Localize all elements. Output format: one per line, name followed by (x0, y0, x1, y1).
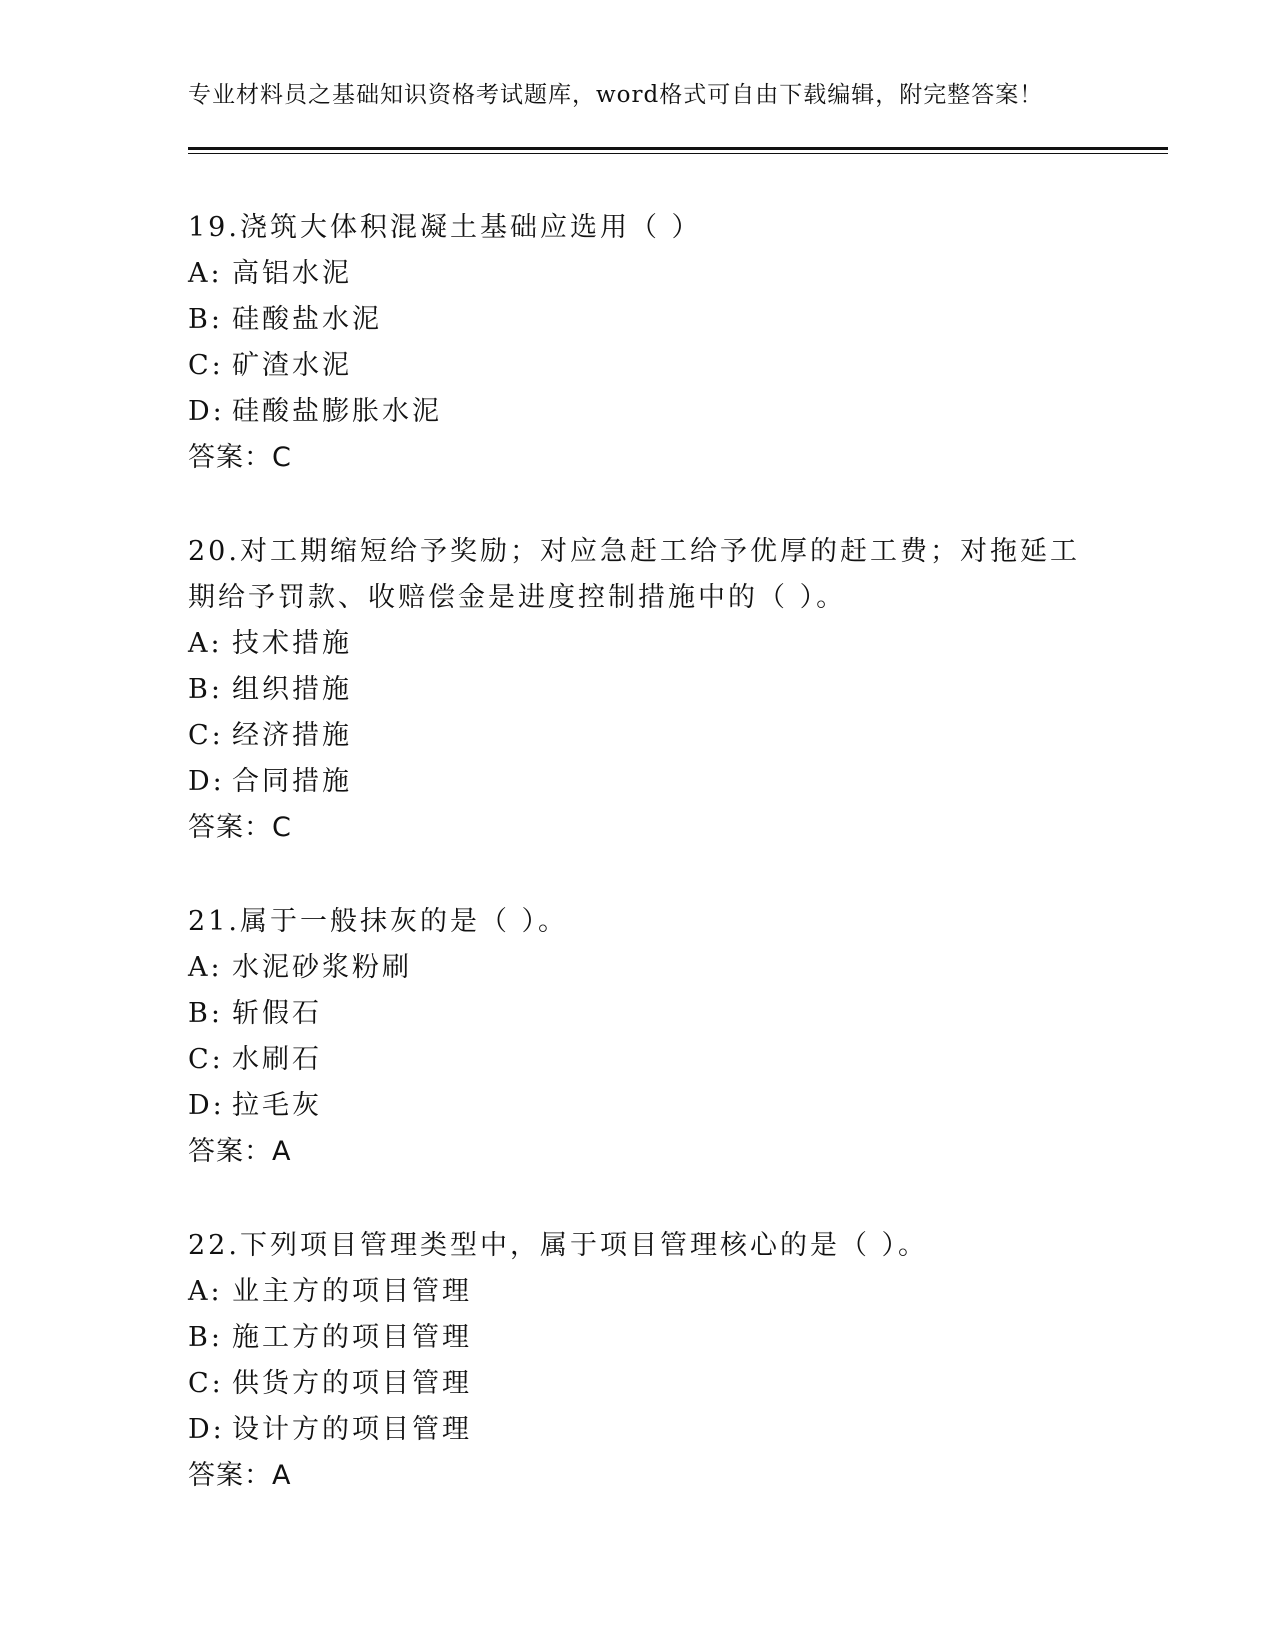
option-text: 高铝水泥 (232, 258, 352, 289)
answer-line (188, 805, 1088, 851)
option-b (188, 297, 1088, 343)
option-label: C: (188, 1368, 224, 1399)
question-19 (188, 205, 1088, 481)
option-label: C: (188, 350, 224, 381)
answer-value: C (272, 812, 292, 843)
option-text: 矿渣水泥 (232, 350, 352, 381)
option-label: A: (188, 628, 223, 659)
option-text: 硅酸盐膨胀水泥 (232, 396, 442, 427)
option-b (188, 1315, 1088, 1361)
answer-value: A (272, 1460, 292, 1491)
option-text: 组织措施 (232, 674, 352, 705)
option-b (188, 991, 1088, 1037)
option-label: D: (188, 1414, 225, 1445)
option-c (188, 343, 1088, 389)
option-label: A: (188, 258, 223, 289)
question-text (188, 205, 1088, 251)
option-b (188, 667, 1088, 713)
option-text: 技术措施 (232, 628, 352, 659)
question-22 (188, 1223, 1088, 1499)
option-text: 供货方的项目管理 (232, 1368, 472, 1399)
option-text: 施工方的项目管理 (232, 1322, 472, 1353)
answer-prefix: 答案： (188, 1136, 272, 1167)
option-text: 水泥砂浆粉刷 (232, 952, 412, 983)
option-a (188, 621, 1088, 667)
option-label: C: (188, 720, 224, 751)
question-stem: 对工期缩短给予奖励；对应急赶工给予优厚的赶工费；对拖延工期给予罚款、收赔偿金是进度控制措施中的（ ）。 (188, 536, 1080, 613)
option-label: B: (188, 998, 223, 1029)
question-text (188, 529, 1088, 621)
page-header: 专业材料员之基础知识资格考试题库，word格式可自由下载编辑，附完整答案！ (188, 82, 1044, 108)
answer-line (188, 435, 1088, 481)
question-list (188, 205, 1088, 1547)
question-text (188, 1223, 1088, 1269)
answer-prefix: 答案： (188, 1460, 272, 1491)
header-rule-thick (188, 147, 1168, 150)
answer-line (188, 1453, 1088, 1499)
option-label: B: (188, 674, 223, 705)
header-rule-thin (188, 153, 1168, 154)
question-stem: 属于一般抹灰的是（ ）。 (239, 906, 569, 937)
answer-line (188, 1129, 1088, 1175)
option-label: D: (188, 1090, 225, 1121)
answer-prefix: 答案： (188, 812, 272, 843)
question-21 (188, 899, 1088, 1175)
option-text: 合同措施 (232, 766, 352, 797)
option-label: D: (188, 396, 225, 427)
option-text: 设计方的项目管理 (232, 1414, 472, 1445)
option-c (188, 1037, 1088, 1083)
option-text: 经济措施 (232, 720, 352, 751)
option-c (188, 713, 1088, 759)
option-text: 业主方的项目管理 (232, 1276, 472, 1307)
option-label: B: (188, 1322, 223, 1353)
question-number: 19. (188, 212, 240, 243)
option-c (188, 1361, 1088, 1407)
question-number: 21. (188, 906, 240, 937)
question-stem: 下列项目管理类型中，属于项目管理核心的是（ ）。 (239, 1230, 929, 1261)
option-a (188, 945, 1088, 991)
option-text: 硅酸盐水泥 (232, 304, 382, 335)
option-text: 拉毛灰 (232, 1090, 322, 1121)
option-label: C: (188, 1044, 224, 1075)
question-20 (188, 529, 1088, 851)
option-label: A: (188, 952, 223, 983)
option-d (188, 1407, 1088, 1453)
option-label: A: (188, 1276, 223, 1307)
option-label: D: (188, 766, 225, 797)
option-d (188, 1083, 1088, 1129)
question-number: 20. (188, 536, 240, 567)
option-d (188, 389, 1088, 435)
option-text: 斩假石 (232, 998, 322, 1029)
answer-prefix: 答案： (188, 442, 272, 473)
option-text: 水刷石 (232, 1044, 322, 1075)
question-number: 22. (188, 1230, 240, 1261)
option-d (188, 759, 1088, 805)
question-stem: 浇筑大体积混凝土基础应选用（ ） (239, 212, 702, 243)
option-a (188, 251, 1088, 297)
answer-value: C (272, 442, 292, 473)
option-a (188, 1269, 1088, 1315)
answer-value: A (272, 1136, 292, 1167)
question-text (188, 899, 1088, 945)
option-label: B: (188, 304, 223, 335)
